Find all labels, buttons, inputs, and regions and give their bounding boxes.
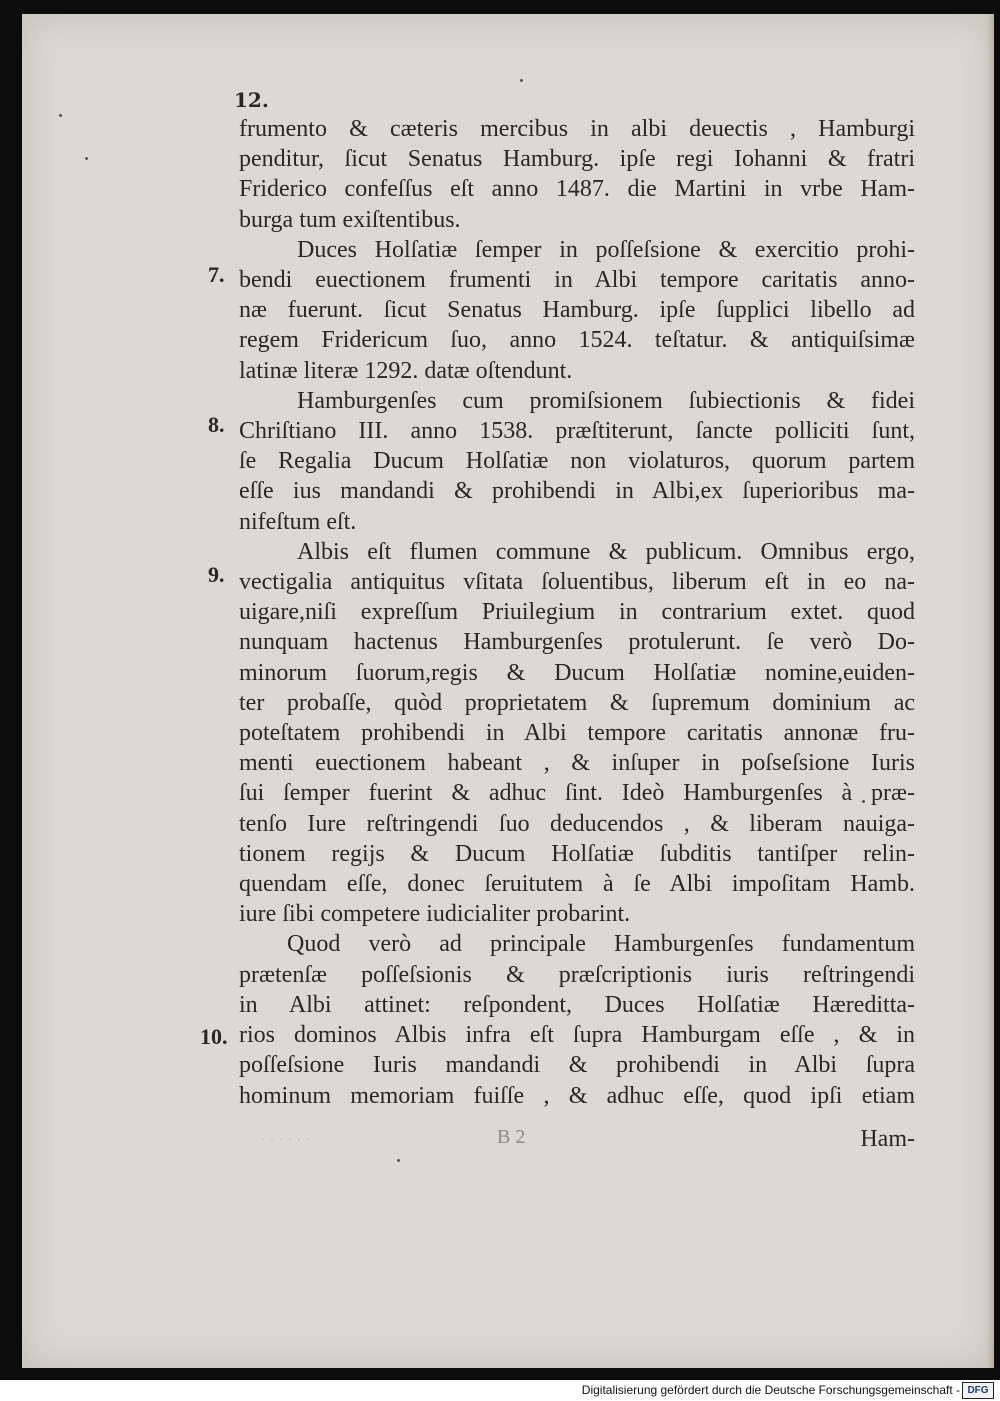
footer-bar [0, 1380, 1000, 1401]
text-line: bendi euectionem frumenti in Albi tempore caritatis anno- [239, 267, 915, 294]
page-number: 12. [234, 88, 269, 112]
text-line: poteſtatem prohibendi in Albi tempore caritatis annonæ fru- [239, 720, 915, 747]
text-line: nifeſtum eſt. [239, 508, 357, 535]
text-line: latinæ literæ 1292. datæ oſtendunt. [239, 357, 573, 384]
text-line: poſſeſsione Iuris mandandi & prohibendi in Albi ſupra [239, 1052, 915, 1079]
text-line: hominum memoriam fuiſſe , & adhuc eſſe, quod ipſi etiam [239, 1082, 915, 1109]
text-line: ter probaſſe, quòd proprietatem & ſupremum dominium ac [239, 689, 915, 716]
text-line: quendam eſſe, donec ſeruitutem à ſe Albi impoſitam Hamb. [239, 871, 915, 898]
text-line: iure ſibi competere iudicialiter probarint. [239, 901, 631, 928]
text-line: tionem regijs & Ducum Holſatiæ ſubditis tantiſper relin- [239, 840, 915, 867]
dfg-logo-icon: DFG [962, 1382, 994, 1399]
text-line: in Albi attinet: reſpondent, Duces Holſatiæ Hæreditta- [239, 991, 915, 1018]
text-line: rios dominos Albis infra eſt ſupra Hamburgam eſſe , & in [239, 1022, 915, 1049]
text-line: tenſo Iure reſtringendi ſuo deducendos , & liberam nauiga- [239, 810, 915, 837]
body-text [239, 114, 915, 1111]
text-line: penditur, ſicut Senatus Hamburg. ipſe regi Iohanni & fratri [239, 146, 915, 173]
text-line: burga tum exiſtentibus. [239, 206, 461, 233]
margin-number-9: 9. [208, 562, 225, 587]
catchword: Ham- [860, 1126, 915, 1152]
text-line: Hamburgenſes cum promiſsionem ſubiectionis & fidei [297, 387, 915, 414]
text-line: nunquam hactenus Hamburgenſes protulerunt. ſe verò Do- [239, 629, 915, 656]
margin-number-7: 7. [208, 262, 225, 287]
text-line: Quod verò ad principale Hamburgenſes fundamentum [287, 931, 915, 958]
text-line: uigare,niſi expreſſum Priuilegium in contrarium extet. quod [239, 599, 915, 626]
margin-number-8: 8. [208, 412, 225, 437]
text-line: ſui ſemper fuerint & adhuc ſint. Ideò Hamburgenſes à præ- [239, 780, 915, 807]
text-line: Friderico confeſſus eſt anno 1487. die Martini in vrbe Ham- [239, 176, 915, 203]
text-line: Albis eſt flumen commune & publicum. Omnibus ergo, [297, 538, 915, 565]
page-foot [239, 1126, 915, 1156]
text-line: frumento & cæteris mercibus in albi deuectis , Hamburgi [239, 116, 915, 142]
margin-number-10: 10. [200, 1024, 228, 1049]
text-line: regem Fridericum ſuo, anno 1524. teſtatur. & antiquiſsimæ [239, 327, 915, 354]
text-line: vectigalia antiquitus vſitata ſoluentibus, liberum eſt in eo na- [239, 569, 915, 596]
text-line: minorum ſuorum,regis & Ducum Holſatiæ nomine,euiden- [239, 659, 915, 686]
text-line: menti euectionem habeant , & inſuper in poſseſsione Iuris [239, 750, 915, 777]
funding-notice: Digitalisierung gefördert durch die Deutsche Forschungsgemeinschaft - [581, 1383, 960, 1397]
text-line: Duces Holſatiæ ſemper in poſſeſsione & exercitio prohi- [297, 236, 915, 263]
text-line: ſe Regalia Ducum Holſatiæ non violaturos, quorum partem [239, 448, 915, 475]
text-line: prætenſæ poſſeſsionis & præſcriptionis iuris reſtringendi [239, 961, 915, 988]
faded-show-through: · · · · · · [261, 1132, 311, 1146]
text-line: eſſe ius mandandi & prohibendi in Albi,ex ſuperioribus ma- [239, 478, 915, 505]
text-line: Chriſtiano III. anno 1538. præſtiterunt, ſancte polliciti ſunt, [239, 418, 915, 445]
signature-mark: B 2 [497, 1126, 526, 1148]
text-line: næ fuerunt. ſicut Senatus Hamburg. ipſe ſupplici libello ad [239, 297, 915, 324]
